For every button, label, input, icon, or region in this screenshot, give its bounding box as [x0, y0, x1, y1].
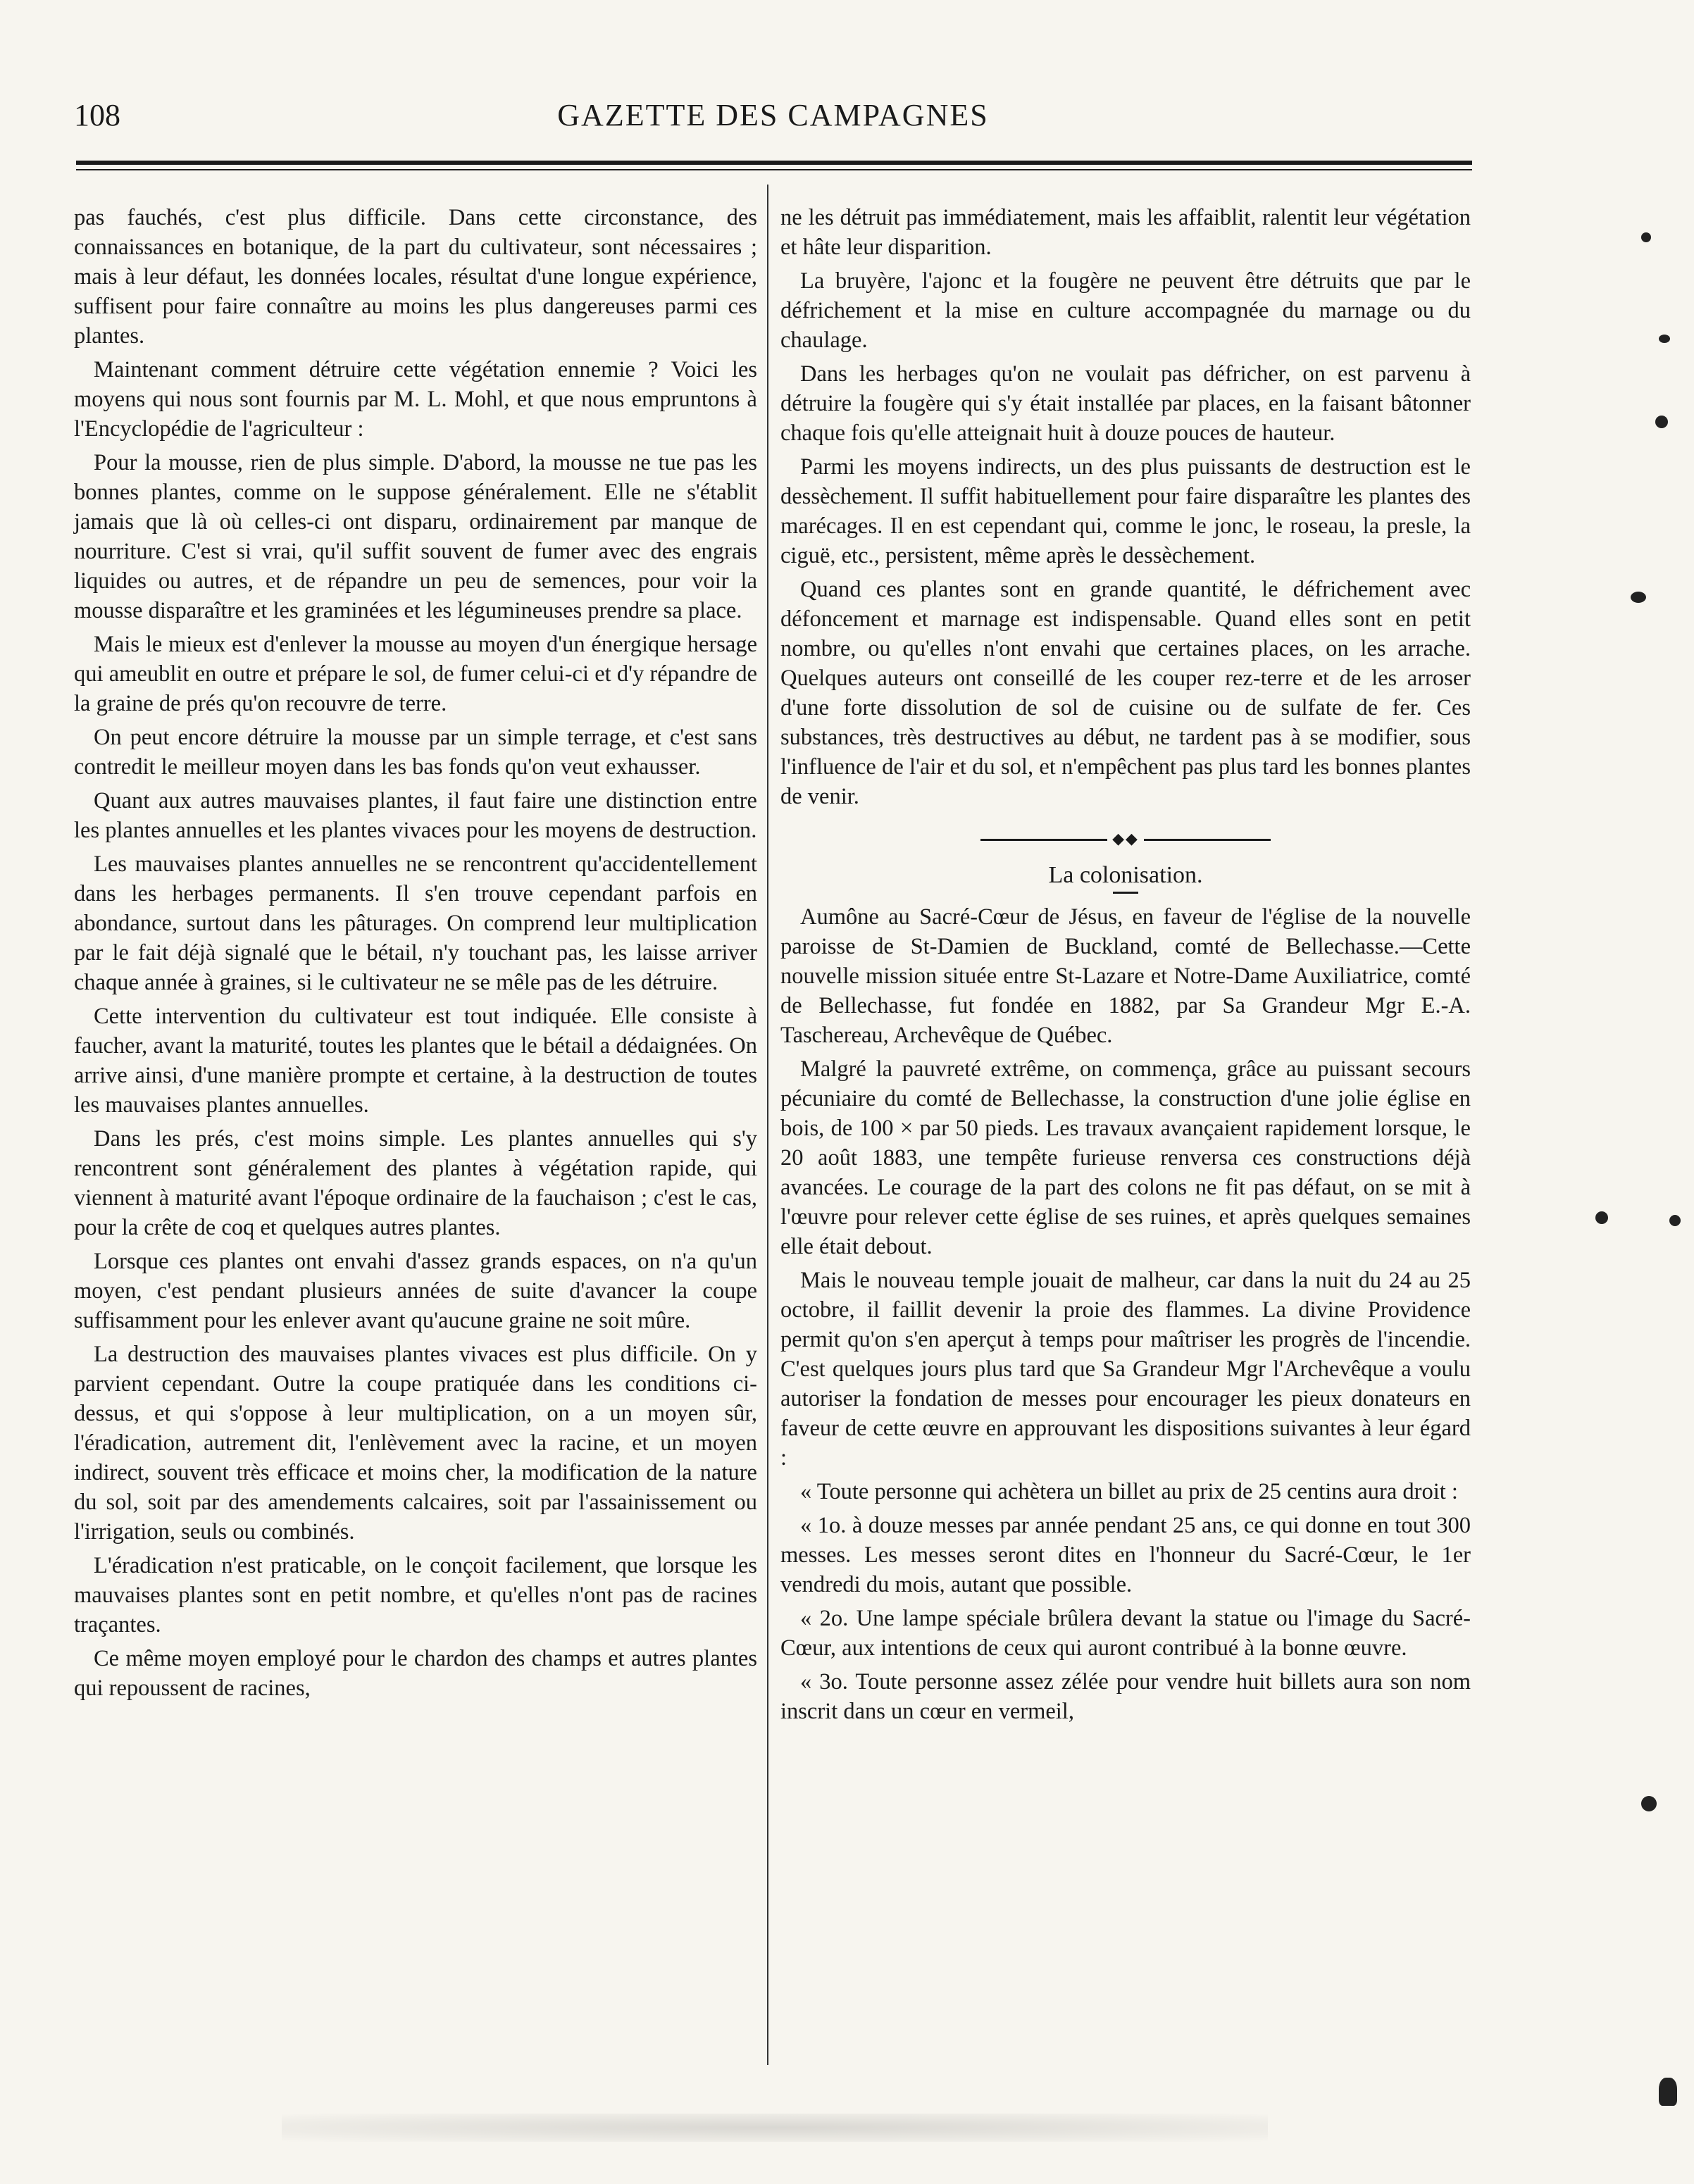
paragraph: Quant aux autres mauvaises plantes, il faut faire une distinction entre les plantes annuelles et les plantes vivaces pour les moyens de destruction. [74, 788, 757, 843]
paragraph: La bruyère, l'ajonc et la fougère ne peuvent être détruits que par le défrichement et la mise en culture accompagnée du marnage ou du chaulage. [780, 268, 1471, 353]
paragraph: « 3o. Toute personne assez zélée pour vendre huit billets aura son nom inscrit dans un cœur en vermeil, [780, 1669, 1471, 1724]
paragraph: « 1o. à douze messes par année pendant 25 ans, ce qui donne en tout 300 messes. Les messes seront dites en l'honneur du Sacré-Cœur, le 1er vendredi du mois, autant que possible. [780, 1513, 1471, 1597]
paragraph: Ce même moyen employé pour le chardon des champs et autres plantes qui repoussent de racines, [74, 1646, 757, 1701]
paragraph: Dans les herbages qu'on ne voulait pas défricher, on est parvenu à détruire la fougère qui s'y était installée par places, en la faisant bâtonner chaque fois qu'elle atteignait huit à douze pouces de hauteur. [780, 361, 1471, 446]
paragraph: Quand ces plantes sont en grande quantité, le défrichement avec défoncement et marnage est indispensable. Quand elles sont en petit nombre, ou qu'elles n'ont envahi que certaines places, on les arrache. Quelques auteurs ont conseillé de les couper rez-terre et de les arroser d'une forte dissolution de sol de cuisine ou de sulfate de fer. Ces substances, très destructives au début, ne tardent pas à se modifier, sous l'influence de l'air et du sol, et n'empêchent pas plus tard les bonnes plantes de venir. [780, 577, 1471, 809]
left-column [74, 203, 757, 1707]
running-title: GAZETTE DES CAMPAGNES [557, 98, 989, 132]
margin-ink-marks [1553, 0, 1694, 2184]
paragraph: « 2o. Une lampe spéciale brûlera devant la statue ou l'image du Sacré-Cœur, aux intentions de ceux qui auront contribué à la bonne œuvre. [780, 1606, 1471, 1661]
paragraph: Aumône au Sacré-Cœur de Jésus, en faveur de l'église de la nouvelle paroisse de St-Damien de Buckland, comté de Bellechasse.—Cette nouvelle mission située entre St-Lazare et Notre-Dame Auxiliatrice, comté de Bellechasse, fut fondée en 1882, par Sa Grandeur Mgr E.-A. Taschereau, Archevêque de Québec. [780, 904, 1471, 1048]
header-rule-thin [76, 169, 1472, 170]
ink-spot [1631, 592, 1646, 603]
ink-spot [1641, 1796, 1657, 1811]
paragraph: Pour la mousse, rien de plus simple. D'abord, la mousse ne tue pas les bonnes plantes, comme on le suppose généralement. Elle ne s'établit jamais que là où celles-ci ont disparu, ordinairement par manque de nourriture. C'est si vrai, qu'il suffit souvent de fumer avec des engrais liquides ou autres, et de répandre un peu de semences, pour voir la mousse disparaître et les graminées et les légumineuses prendre sa place. [74, 450, 757, 623]
section-ornament: ◆◆ [780, 824, 1471, 854]
column-divider [767, 185, 768, 2065]
paragraph: « Toute personne qui achètera un billet au prix de 25 centins aura droit : [800, 1479, 1458, 1504]
paragraph: Mais le mieux est d'enlever la mousse au moyen d'un énergique hersage qui ameublit en outre et prépare le sol, de fumer celui-ci et d'y répandre de la graine de prés qu'on recouvre de terre. [74, 632, 757, 716]
paragraph: Maintenant comment détruire cette végétation ennemie ? Voici les moyens qui nous sont fournis par M. L. Mohl, et que nous empruntons à l'Encyclopédie de l'agriculteur : [74, 357, 757, 442]
paragraph: Lorsque ces plantes ont envahi d'assez grands espaces, on n'a qu'un moyen, c'est pendant plusieurs années de suite d'avancer la coupe suffisamment pour les enlever avant qu'aucune graine ne soit mûre. [74, 1249, 757, 1333]
paragraph: On peut encore détruire la mousse par un simple terrage, et c'est sans contredit le meilleur moyen dans les bas fonds qu'on veut exhausser. [74, 725, 757, 780]
paragraph: La destruction des mauvaises plantes vivaces est plus difficile. On y parvient cependant. Outre la coupe pratiquée dans les conditions ci-dessus, et qui s'oppose à leur multiplication, on a un moyen sûr, l'éradication, autrement dit, l'enlèvement avec la racine, et un moyen indirect, souvent très efficace et moins cher, la modification de la nature du sol, soit par des amendements calcaires, soit par l'assainissement ou l'irrigation, seuls ou combinés. [74, 1342, 757, 1545]
paragraph: pas fauchés, c'est plus difficile. Dans cette circonstance, des connaissances en botanique, de la part du cultivateur, sont nécessaires ; mais à leur défaut, les données locales, résultat d'une longue expérience, suffisent pour faire connaître au moins les plus dangereuses parmi ces plantes. [74, 205, 757, 349]
paragraph: L'éradication n'est praticable, on le conçoit facilement, que lorsque les mauvaises plantes sont en petit nombre, et qu'elles n'ont pas de racines traçantes. [74, 1553, 757, 1637]
section-title-rule [1113, 892, 1138, 894]
page-header [74, 97, 1483, 139]
page-number: 108 [74, 98, 120, 132]
paragraph: Dans les prés, c'est moins simple. Les plantes annuelles qui s'y rencontrent sont généralement des plantes à végétation rapide, qui viennent à maturité avant l'époque ordinaire de la fauchaison ; c'est le cas, pour la crête de coq et quelques autres plantes. [74, 1126, 757, 1240]
paragraph: Les mauvaises plantes annuelles ne se rencontrent qu'accidentellement dans les herbages permanents. Il s'en trouve cependant parfois en abondance, surtout dans les pâturages. On comprend leur multiplication par le fait déjà signalé que le bétail, n'y touchant pas, les laisse arriver chaque année à graines, si le cultivateur ne se mêle pas de les détruire. [74, 851, 757, 995]
section-title: La colonisation. [1048, 862, 1203, 888]
paragraph: Malgré la pauvreté extrême, on commença, grâce au puissant secours pécuniaire du comté de Bellechasse, la construction d'une jolie église en bois, de 100 × par 50 pieds. Les travaux avançaient rapidement lorsque, le 20 août 1883, une tempête furieuse renversa ces constructions déjà avancées. Le courage de la part des colons ne fit pas défaut, on se mit à l'œuvre pour relever cette église de ses ruines, et après quelques semaines elle était debout. [780, 1056, 1471, 1259]
header-rule-thick [76, 161, 1472, 165]
right-column [780, 203, 1471, 1730]
paragraph: Parmi les moyens indirects, un des plus puissants de destruction est le dessèchement. Il suffit habituellement pour faire disparaître les plantes des marécages. Il en est cependant qui, comme le jonc, le roseau, la presle, la ciguë, etc., persistent, même après le dessèchement. [780, 454, 1471, 568]
paragraph: Mais le nouveau temple jouait de malheur, car dans la nuit du 24 au 25 octobre, il faillit devenir la proie des flammes. La divine Providence permit qu'on s'en aperçut à temps pour maîtriser les progrès de l'incendie. C'est quelques jours plus tard que Sa Grandeur Mgr l'Archevêque a voulu autoriser la fondation de messes pour encourager les pieux donateurs en faveur de cette œuvre en approuvant les dispositions suivantes à leur égard : [780, 1268, 1471, 1471]
ink-spot [1655, 416, 1668, 428]
ink-spot [1659, 2078, 1677, 2106]
ink-spot [1669, 1215, 1681, 1226]
ink-spot [1595, 1211, 1608, 1224]
bottom-stain [282, 2114, 1268, 2142]
paragraph: ne les détruit pas immédiatement, mais les affaiblit, ralentit leur végétation et hâte leur disparition. [780, 205, 1471, 260]
ink-spot [1641, 232, 1651, 242]
ink-spot [1659, 335, 1670, 343]
paragraph: Cette intervention du cultivateur est tout indiquée. Elle consiste à faucher, avant la maturité, toutes les plantes que le bétail a dédaignées. On arrive ainsi, d'une manière prompte et certaine, à la destruction de toutes les mauvaises plantes annuelles. [74, 1004, 757, 1118]
